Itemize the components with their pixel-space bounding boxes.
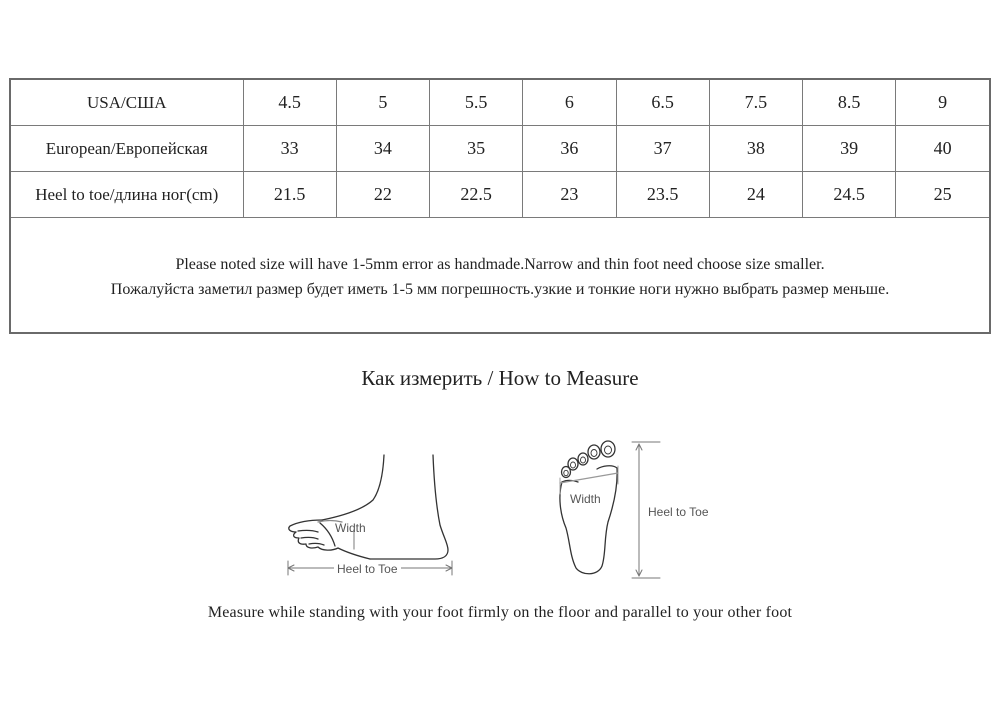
row-header-usa: USA/США xyxy=(11,80,243,126)
cell-european: 38 xyxy=(709,126,802,172)
cell-heel-to-toe: 22 xyxy=(336,172,429,218)
cell-european: 36 xyxy=(523,126,616,172)
cell-heel-to-toe: 24 xyxy=(709,172,802,218)
cell-usa: 8.5 xyxy=(803,80,896,126)
side-view-width-label: Width xyxy=(335,521,366,535)
cell-heel-to-toe: 25 xyxy=(896,172,989,218)
table-row-usa xyxy=(11,80,989,126)
sole-view-width-label: Width xyxy=(570,492,601,506)
cell-heel-to-toe: 21.5 xyxy=(243,172,336,218)
table-row-european xyxy=(11,126,989,172)
cell-european: 40 xyxy=(896,126,989,172)
size-note-russian: Пожалуйста заметил размер будет иметь 1-5 мм погрешность.узкие и тонкие ноги нужно выбрать размер меньше. xyxy=(110,281,890,298)
cell-european: 34 xyxy=(336,126,429,172)
cell-usa: 5.5 xyxy=(430,80,523,126)
size-note-english: Please noted size will have 1-5mm error as handmade.Narrow and thin foot need choose size smaller. xyxy=(175,256,825,273)
cell-usa: 9 xyxy=(896,80,989,126)
row-header-heel-to-toe: Heel to toe/длина ног(cm) xyxy=(11,172,243,218)
side-view-heel-to-toe-label: Heel to Toe xyxy=(334,562,401,576)
cell-usa: 4.5 xyxy=(243,80,336,126)
cell-european: 35 xyxy=(430,126,523,172)
cell-heel-to-toe: 24.5 xyxy=(803,172,896,218)
sole-view-heel-to-toe-label: Heel to Toe xyxy=(648,505,709,519)
cell-usa: 6 xyxy=(523,80,616,126)
size-note xyxy=(11,218,989,337)
how-to-measure-heading: Как измерить / How to Measure xyxy=(361,366,639,390)
table-row-note xyxy=(11,218,989,337)
cell-heel-to-toe: 22.5 xyxy=(430,172,523,218)
size-chart-table xyxy=(9,78,991,334)
cell-usa: 7.5 xyxy=(709,80,802,126)
row-header-european: European/Европейская xyxy=(11,126,243,172)
cell-heel-to-toe: 23.5 xyxy=(616,172,709,218)
cell-heel-to-toe: 23 xyxy=(523,172,616,218)
cell-usa: 6.5 xyxy=(616,80,709,126)
cell-european: 39 xyxy=(803,126,896,172)
cell-usa: 5 xyxy=(336,80,429,126)
measure-caption: Measure while standing with your foot firmly on the floor and parallel to your other foot xyxy=(207,604,793,621)
foot-side-view-diagram xyxy=(280,450,460,580)
table-row-heel-to-toe xyxy=(11,172,989,218)
cell-european: 33 xyxy=(243,126,336,172)
cell-european: 37 xyxy=(616,126,709,172)
